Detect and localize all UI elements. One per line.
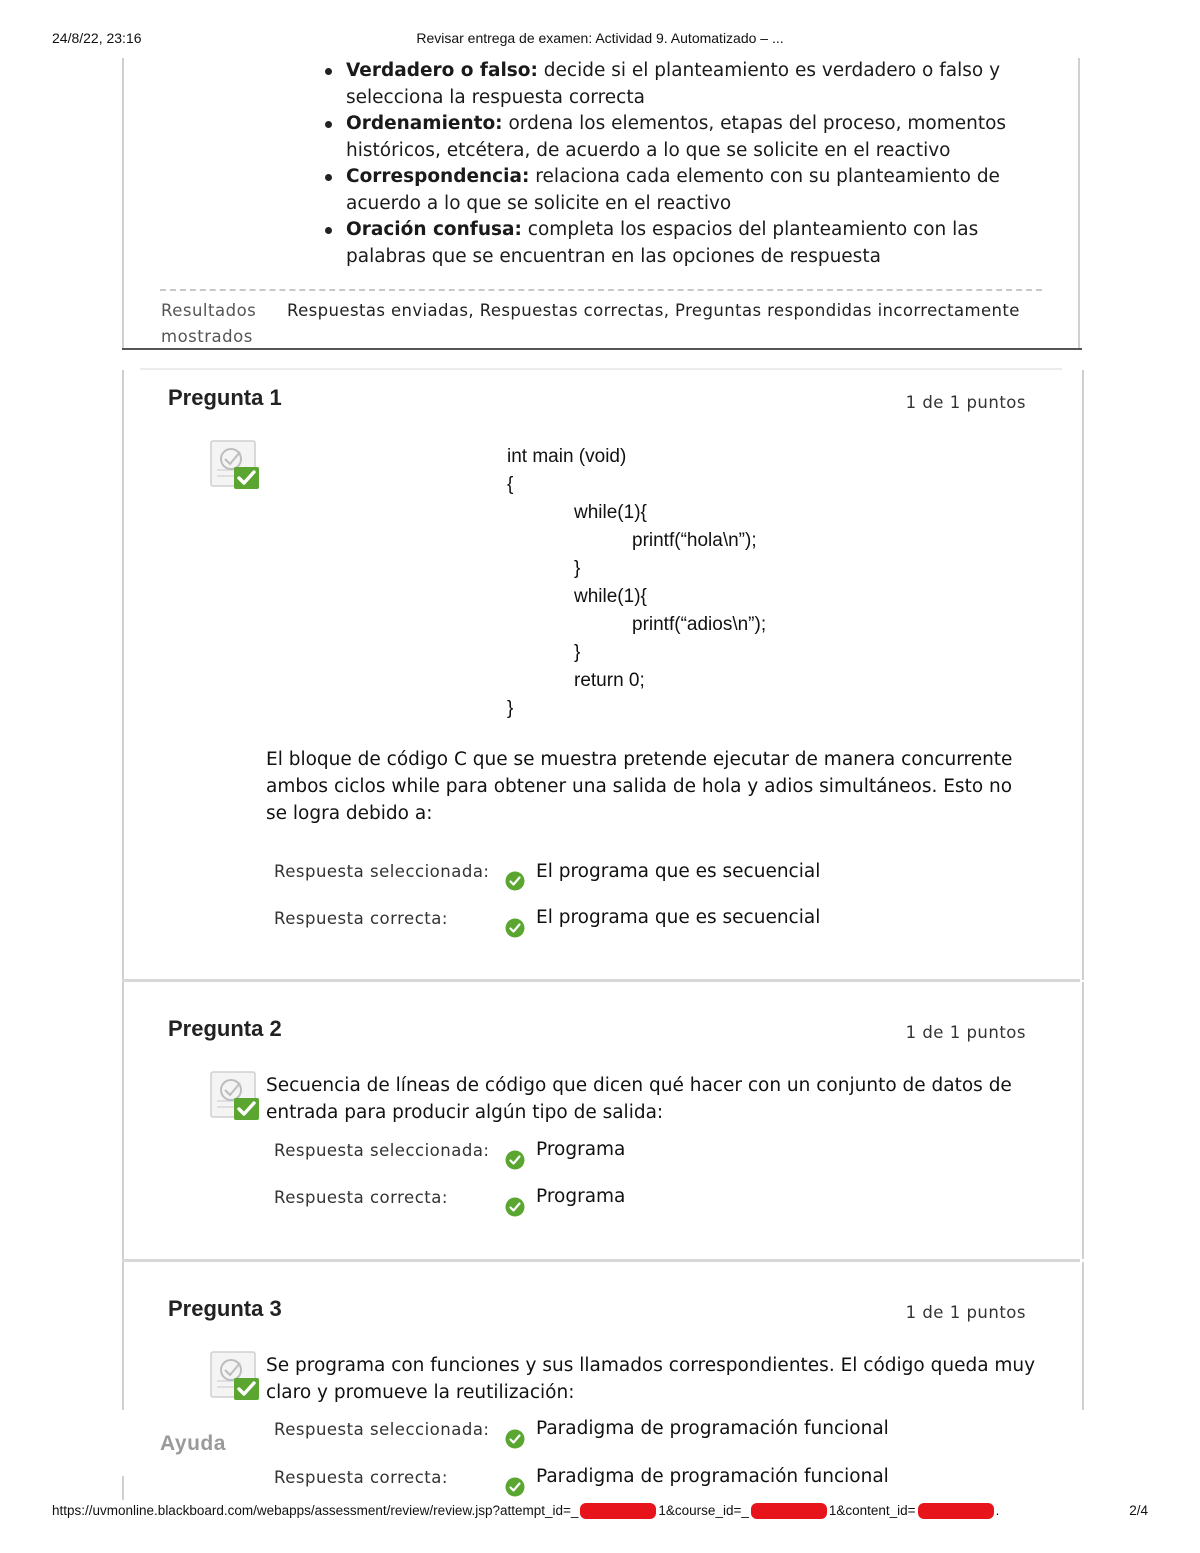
check-icon bbox=[505, 1477, 525, 1497]
question-text: Se programa con funciones y sus llamados correspondientes. El código queda muy claro y promueve la reutilización: bbox=[266, 1355, 1036, 1403]
question-title: Pregunta 1 bbox=[168, 385, 282, 410]
correct-answer-value: Programa bbox=[536, 1186, 626, 1207]
print-page-number: 2/4 bbox=[1129, 1503, 1148, 1518]
url-segment: https://uvmonline.blackboard.com/webapps/assessment/review/review.jsp?attempt_id=_ bbox=[52, 1503, 579, 1518]
url-segment: . bbox=[995, 1503, 1000, 1518]
code-line: printf(“hola\n”); bbox=[632, 530, 757, 551]
check-icon bbox=[505, 918, 525, 938]
print-footer bbox=[52, 1503, 1148, 1525]
print-title: Revisar entrega de examen: Actividad 9. Automatizado – ... bbox=[416, 30, 784, 46]
code-line: } bbox=[507, 698, 514, 719]
instruction-term: Correspondencia: bbox=[346, 166, 530, 187]
frame-border-right bbox=[1078, 58, 1080, 348]
check-icon bbox=[505, 1429, 525, 1449]
question-points: 1 de 1 puntos bbox=[905, 1303, 1026, 1322]
redaction-mark bbox=[751, 1503, 827, 1519]
check-icon bbox=[505, 1197, 525, 1217]
url-segment: 1&content_id= bbox=[828, 1503, 916, 1518]
instruction-item bbox=[160, 164, 1040, 217]
code-line: while(1){ bbox=[574, 586, 647, 607]
instruction-term: Ordenamiento: bbox=[346, 113, 503, 134]
correct-document-icon bbox=[210, 1071, 260, 1121]
question-title: Pregunta 3 bbox=[168, 1296, 282, 1321]
code-line: while(1){ bbox=[574, 502, 647, 523]
results-value: Respuestas enviadas, Respuestas correctas, Preguntas respondidas incorrectamente bbox=[287, 301, 1020, 320]
question-text: Secuencia de líneas de código que dicen qué hacer con un conjunto de datos de entrada para producir algún tipo de salida: bbox=[266, 1075, 1012, 1123]
correct-document-icon bbox=[210, 1351, 260, 1401]
instruction-term: Oración confusa: bbox=[346, 219, 522, 240]
redaction-mark bbox=[580, 1503, 656, 1519]
print-date: 24/8/22, 23:16 bbox=[52, 30, 142, 46]
code-line: int main (void) bbox=[507, 446, 627, 467]
correct-answer-value: Paradigma de programación funcional bbox=[536, 1466, 889, 1487]
instruction-item bbox=[160, 217, 1040, 270]
dashed-divider bbox=[160, 289, 1042, 291]
instruction-term: Verdadero o falso: bbox=[346, 60, 538, 81]
instruction-item bbox=[160, 58, 1040, 111]
correct-answer-value: El programa que es secuencial bbox=[536, 907, 821, 928]
url-segment: 1&course_id=_ bbox=[658, 1503, 749, 1518]
selected-answer-label: Respuesta seleccionada: bbox=[274, 862, 490, 881]
selected-answer-value: Paradigma de programación funcional bbox=[536, 1418, 889, 1439]
code-line: return 0; bbox=[574, 670, 645, 691]
instruction-item bbox=[160, 111, 1040, 164]
code-line: printf(“adios\n”); bbox=[632, 614, 767, 635]
question-points: 1 de 1 puntos bbox=[905, 1023, 1026, 1042]
correct-document-icon bbox=[210, 440, 260, 490]
correct-answer-label: Respuesta correcta: bbox=[274, 1188, 448, 1207]
help-link[interactable]: Ayuda bbox=[160, 1432, 226, 1455]
code-line: } bbox=[574, 642, 581, 663]
instruction-text: ordena los elementos, etapas del proceso, momentos históricos, etcétera, de acuerdo a lo que se solicite en el reactivo bbox=[346, 113, 1007, 161]
check-icon bbox=[505, 1150, 525, 1170]
header-separator bbox=[122, 348, 1082, 350]
code-line: } bbox=[574, 558, 581, 579]
correct-answer-label: Respuesta correcta: bbox=[274, 909, 448, 928]
check-icon bbox=[505, 871, 525, 891]
selected-answer-label: Respuesta seleccionada: bbox=[274, 1420, 490, 1439]
correct-answer-label: Respuesta correcta: bbox=[274, 1468, 448, 1487]
print-url bbox=[52, 1503, 999, 1519]
question-title: Pregunta 2 bbox=[168, 1016, 282, 1041]
print-header bbox=[52, 30, 1148, 50]
frame-border-left bbox=[122, 58, 124, 348]
question-text: El bloque de código C que se muestra pretende ejecutar de manera concurrente ambos ciclos while para obtener una salida de hola y adios simultáneos. Esto no se logra debido a: bbox=[266, 749, 1013, 824]
frame-border-left-lower bbox=[122, 1476, 124, 1500]
redaction-mark bbox=[918, 1503, 994, 1519]
selected-answer-value: El programa que es secuencial bbox=[536, 861, 821, 882]
question-points: 1 de 1 puntos bbox=[905, 393, 1026, 412]
results-label: Resultados mostrados bbox=[161, 301, 257, 346]
selected-answer-value: Programa bbox=[536, 1139, 626, 1160]
instructions-list bbox=[160, 58, 1040, 270]
instruction-text: completa los espacios del planteamiento con las palabras que se encuentran en las opciones de respuesta bbox=[346, 219, 979, 267]
instruction-text: decide si el planteamiento es verdadero o falso y selecciona la respuesta correcta bbox=[346, 60, 1001, 108]
selected-answer-label: Respuesta seleccionada: bbox=[274, 1141, 490, 1160]
instruction-text: relaciona cada elemento con su planteamiento de acuerdo a lo que se solicite en el reactivo bbox=[346, 166, 1000, 214]
code-line: { bbox=[507, 474, 514, 495]
